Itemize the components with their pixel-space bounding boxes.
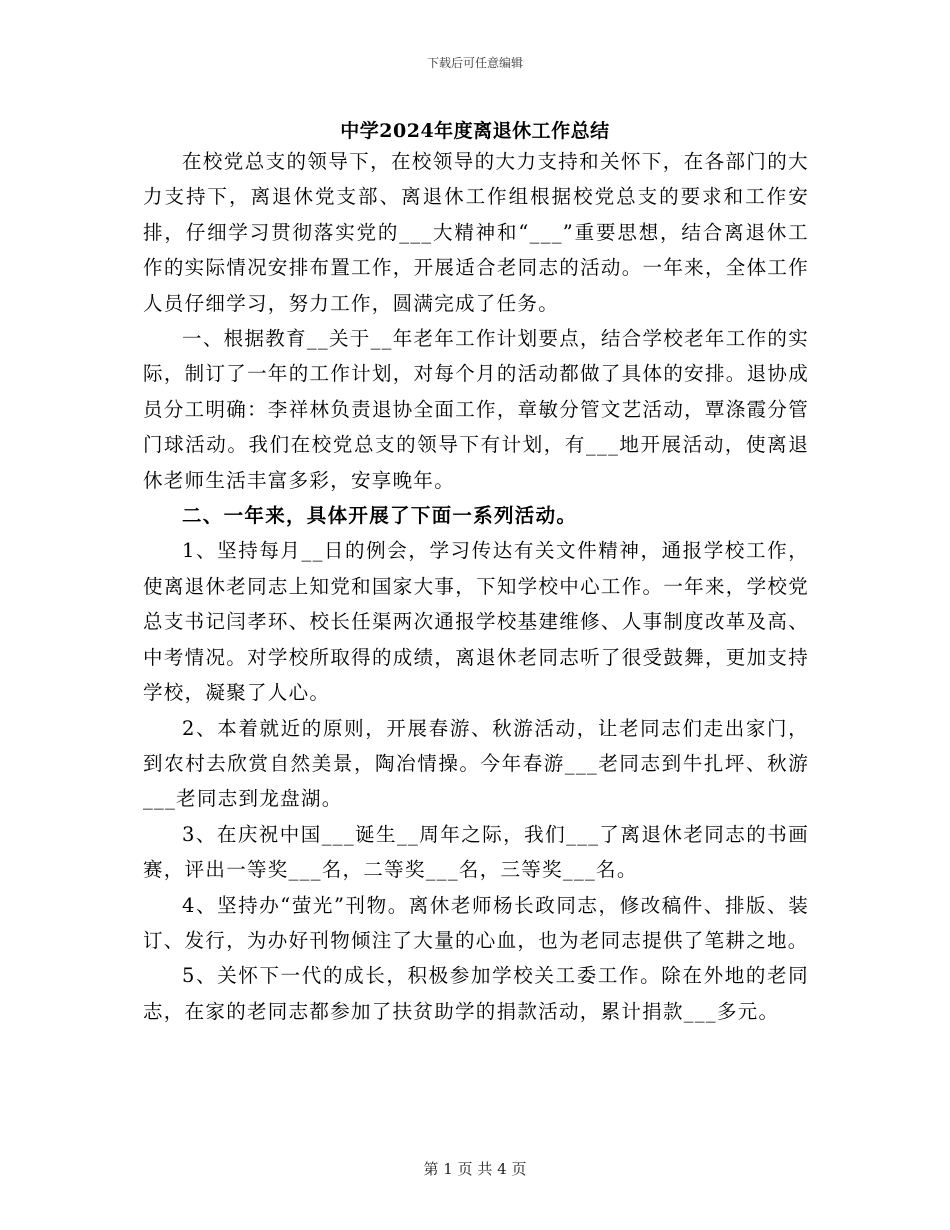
paragraph-item-5: 5、关怀下一代的成长，积极参加学校关工委工作。除在外地的老同志，在家的老同志都参加了扶贫助学的捐款活动，累计捐款___多元。 (143, 964, 809, 1023)
paragraph-item-4: 4、坚持办“萤光”刊物。离休老师杨长政同志，修改稿件、排版、装订、发行，为办好刊物倾注了大量的心血，也为老同志提供了笔耕之地。 (143, 893, 809, 952)
page-header-note: 下载后可任意编辑 (426, 56, 523, 70)
paragraph-item-3: 3、在庆祝中国___诞生__周年之际，我们___了离退休老同志的书画赛，评出一等奖___名，二等奖___名，三等奖___名。 (143, 822, 809, 882)
paragraph-item-1: 1、坚持每月__日的例会，学习传达有关文件精神，通报学校工作，使离退休老同志上知党和国家大事，下知学校中心工作。一年来，学校党总支书记闫孝环、校长任渠两次通报学校基建维修、人事制度改革及高、中考情况。对学校所取得的成绩，离退休老同志听了很受鼓舞，更加支持学校，凝聚了人心。 (143, 539, 809, 705)
document-title: 中学2024年度离退休工作总结 (340, 120, 610, 142)
page-number-footer: 第 1 页 共 4 页 (423, 1160, 527, 1178)
document-body (143, 144, 809, 1029)
section-heading-2: 二、一年来，具体开展了下面一系列活动。 (182, 504, 578, 528)
paragraph-item-2: 2、本着就近的原则，开展春游、秋游活动，让老同志们走出家门，到农村去欣赏自然美景，陶冶情操。今年春游___老同志到牛扎坪、秋游___老同志到龙盘湖。 (143, 716, 809, 811)
paragraph-intro: 在校党总支的领导下，在校领导的大力支持和关怀下，在各部门的大力支持下，离退休党支部、离退休工作组根据校党总支的要求和工作安排，仔细学习贯彻落实党的___大精神和“___”重要思想，结合离退休工作的实际情况安排布置工作，开展适合老同志的活动。一年来，全体工作人员仔细学习，努力工作，圆满完成了任务。 (143, 150, 809, 315)
paragraph-section-1: 一、根据教育__关于__年老年工作计划要点，结合学校老年工作的实际，制订了一年的工作计划，对每个月的活动都做了具体的安排。退协成员分工明确：李祥林负责退协全面工作，章敏分管文艺活动，覃涤霞分管门球活动。我们在校党总支的领导下有计划，有___地开展活动，使离退休老师生活丰富多彩，安享晚年。 (143, 327, 809, 492)
